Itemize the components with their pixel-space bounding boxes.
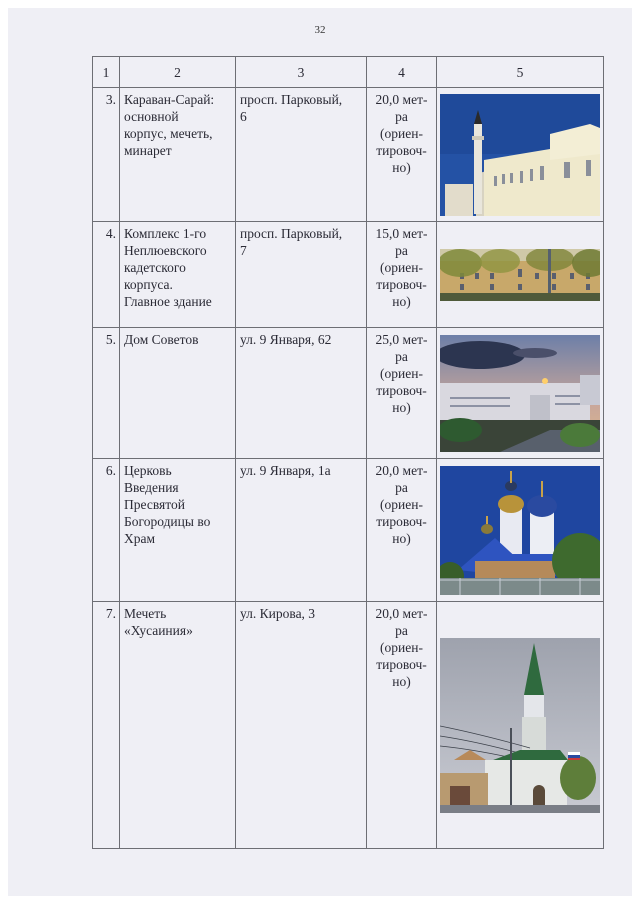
text-line: тировоч- bbox=[376, 383, 427, 398]
object-name bbox=[120, 602, 236, 849]
text-line: ра bbox=[395, 623, 408, 638]
text-line: 6 bbox=[240, 109, 247, 124]
object-address bbox=[236, 459, 367, 602]
text-line: Дом Советов bbox=[124, 332, 199, 347]
text-line: ул. 9 Января, 62 bbox=[240, 332, 332, 347]
object-address bbox=[236, 328, 367, 459]
row-number: 5. bbox=[93, 328, 120, 459]
text-line: 20,0 мет- bbox=[375, 606, 428, 621]
text-line: ул. 9 Января, 1а bbox=[240, 463, 331, 478]
object-name bbox=[120, 88, 236, 222]
text-line: но) bbox=[392, 294, 411, 309]
text-line: (ориен- bbox=[380, 366, 423, 381]
text-line: тировоч- bbox=[376, 143, 427, 158]
text-line: 20,0 мет- bbox=[375, 92, 428, 107]
object-name bbox=[120, 222, 236, 328]
text-line: ра bbox=[395, 243, 408, 258]
photo-cell bbox=[437, 88, 604, 222]
object-name bbox=[120, 459, 236, 602]
text-line: но) bbox=[392, 400, 411, 415]
text-line: но) bbox=[392, 674, 411, 689]
text-line: (ориен- bbox=[380, 640, 423, 655]
church-photo bbox=[440, 466, 600, 595]
text-line: Богородицы во bbox=[124, 514, 211, 529]
text-line: (ориен- bbox=[380, 497, 423, 512]
text-line: Храм bbox=[124, 531, 156, 546]
text-line: ра bbox=[395, 480, 408, 495]
husainiya-mosque-photo bbox=[440, 638, 600, 813]
text-line: просп. Парковый, bbox=[240, 92, 343, 107]
text-line: корпус, мечеть, bbox=[124, 126, 213, 141]
text-line: минарет bbox=[124, 143, 172, 158]
table-row bbox=[93, 602, 604, 849]
row-number: 7. bbox=[93, 602, 120, 849]
text-line: Неплюевского bbox=[124, 243, 207, 258]
object-height bbox=[367, 459, 437, 602]
photo-cell bbox=[437, 328, 604, 459]
text-line: 15,0 мет- bbox=[375, 226, 428, 241]
photo-cell bbox=[437, 602, 604, 849]
text-line: Мечеть bbox=[124, 606, 167, 621]
text-line: ра bbox=[395, 349, 408, 364]
caravan-sarai-mosque-photo bbox=[440, 94, 600, 216]
row-number: 6. bbox=[93, 459, 120, 602]
text-line: но) bbox=[392, 531, 411, 546]
object-name bbox=[120, 328, 236, 459]
text-line: (ориен- bbox=[380, 126, 423, 141]
table-row bbox=[93, 222, 604, 328]
cadet-corps-building-photo bbox=[440, 249, 600, 301]
header-col-5: 5 bbox=[437, 57, 604, 88]
header-col-3: 3 bbox=[236, 57, 367, 88]
text-line: (ориен- bbox=[380, 260, 423, 275]
page-number: 32 bbox=[314, 24, 326, 36]
text-line: ра bbox=[395, 109, 408, 124]
object-address bbox=[236, 222, 367, 328]
text-line: корпуса. bbox=[124, 277, 173, 292]
row-number: 4. bbox=[93, 222, 120, 328]
header-col-2: 2 bbox=[120, 57, 236, 88]
text-line: Пресвятой bbox=[124, 497, 185, 512]
table-row bbox=[93, 328, 604, 459]
object-address bbox=[236, 602, 367, 849]
text-line: но) bbox=[392, 160, 411, 175]
text-line: 20,0 мет- bbox=[375, 463, 428, 478]
text-line: тировоч- bbox=[376, 514, 427, 529]
text-line: Церковь bbox=[124, 463, 172, 478]
text-line: 7 bbox=[240, 243, 247, 258]
text-line: Комплекс 1-го bbox=[124, 226, 207, 241]
photo-cell bbox=[437, 459, 604, 602]
table-row bbox=[93, 459, 604, 602]
text-line: 25,0 мет- bbox=[375, 332, 428, 347]
text-line: просп. Парковый, bbox=[240, 226, 343, 241]
text-line: тировоч- bbox=[376, 657, 427, 672]
text-line: Караван-Сарай: bbox=[124, 92, 215, 107]
text-line: Главное здание bbox=[124, 294, 212, 309]
text-line: тировоч- bbox=[376, 277, 427, 292]
header-col-1: 1 bbox=[93, 57, 120, 88]
house-of-soviets-photo bbox=[440, 335, 600, 452]
object-height bbox=[367, 222, 437, 328]
text-line: ул. Кирова, 3 bbox=[240, 606, 316, 621]
object-height bbox=[367, 602, 437, 849]
row-number: 3. bbox=[93, 88, 120, 222]
object-address bbox=[236, 88, 367, 222]
text-line: кадетского bbox=[124, 260, 186, 275]
text-line: «Хусаиния» bbox=[124, 623, 193, 638]
header-col-4: 4 bbox=[367, 57, 437, 88]
monuments-table bbox=[92, 56, 604, 849]
text-line: Введения bbox=[124, 480, 179, 495]
photo-cell bbox=[437, 222, 604, 328]
object-height bbox=[367, 88, 437, 222]
text-line: основной bbox=[124, 109, 179, 124]
table-row bbox=[93, 88, 604, 222]
header-row bbox=[93, 57, 604, 88]
object-height bbox=[367, 328, 437, 459]
